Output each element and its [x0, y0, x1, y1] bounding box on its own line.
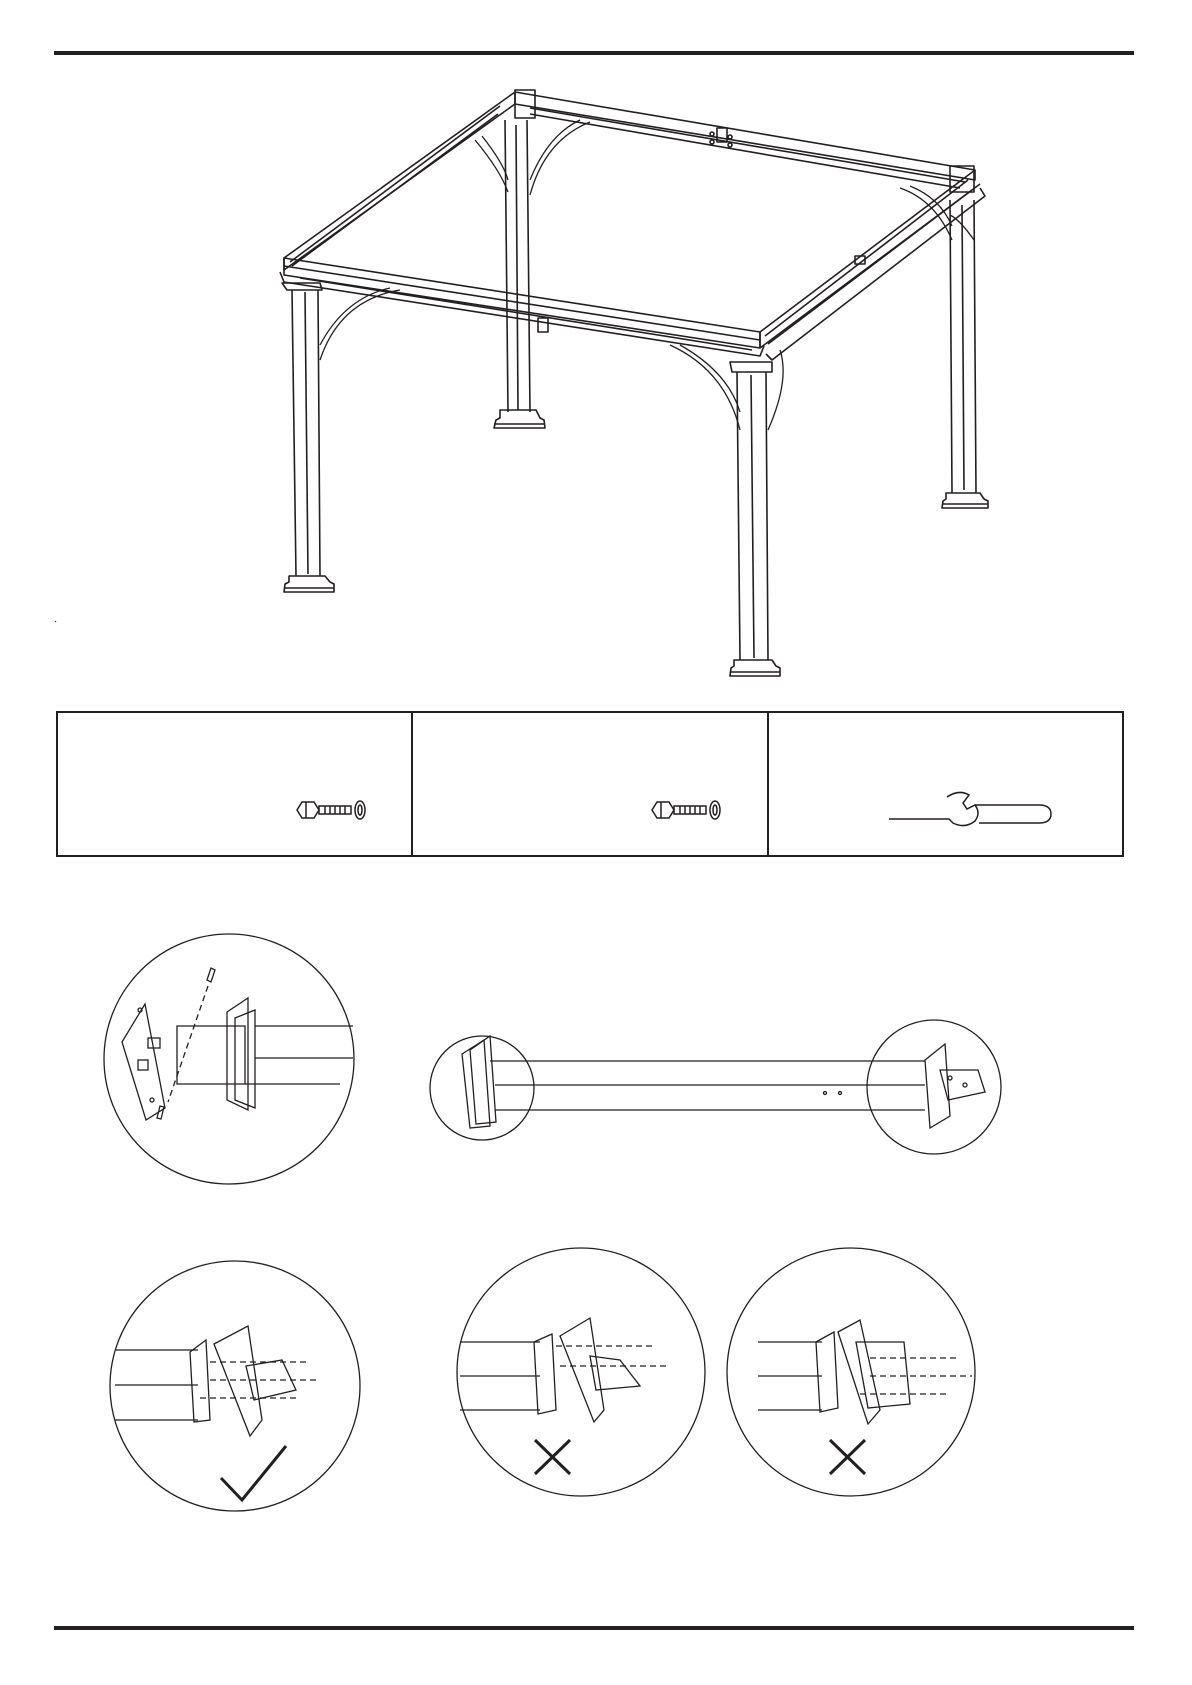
orientation-correct	[110, 1261, 360, 1511]
orientation-incorrect-2	[727, 1248, 975, 1496]
bottom-rule	[54, 1626, 1134, 1630]
orientation-incorrect-1	[457, 1248, 705, 1496]
cross-icon	[830, 1440, 865, 1474]
cross-icon	[535, 1440, 570, 1474]
checkmark-icon	[221, 1446, 286, 1500]
